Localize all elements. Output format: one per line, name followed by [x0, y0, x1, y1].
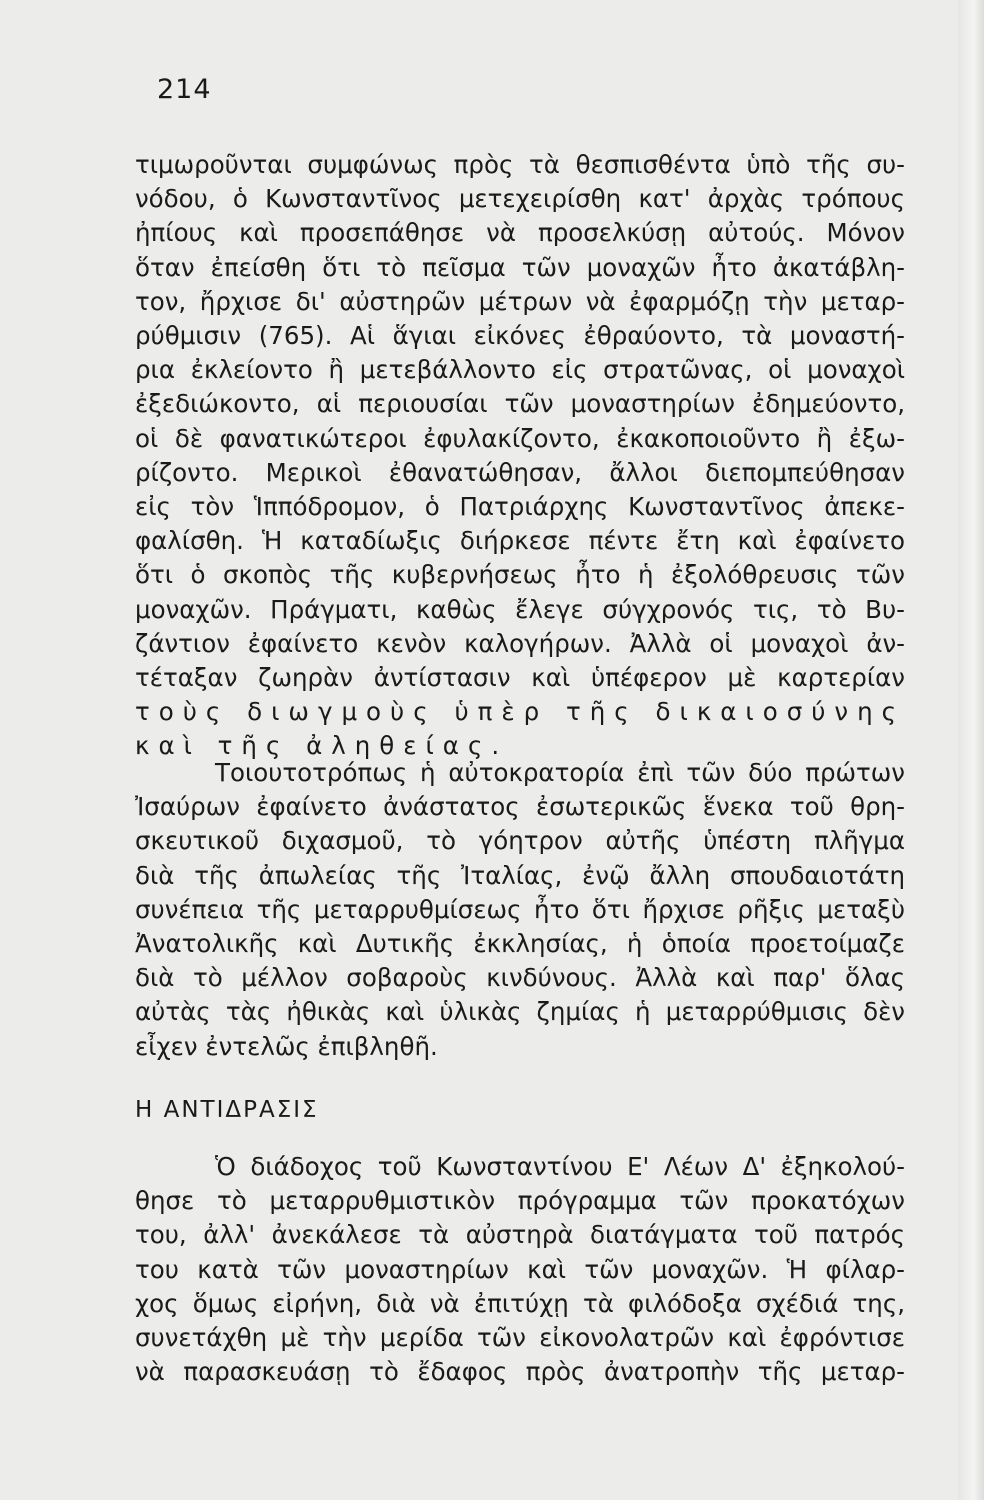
page-number: 214 [157, 74, 212, 105]
text-line: νόδου, ὁ Κωνσταντῖνος μετεχειρίσθη κατ' ἀρχὰς τρόπους [135, 184, 905, 214]
paragraph-leo-iv [135, 1150, 905, 1389]
text-line: εἰς τὸν Ἱππόδρομον, ὁ Πατριάρχης Κωνσταντῖνος ἀπεκε- [135, 492, 905, 522]
text-line: ὅταν ἐπείσθη ὅτι τὸ πεῖσμα τῶν μοναχῶν ἦτο ἀκατάβλη- [135, 252, 905, 282]
text-line: Τοιουτοτρόπως ἡ αὐτοκρατορία ἐπὶ τῶν δύο πρώτων [215, 758, 905, 787]
text-line: του κατὰ τῶν μοναστηρίων καὶ τῶν μοναχῶν. Ἡ φίλαρ- [135, 1254, 905, 1284]
text-line: Ἀνατολικῆς καὶ Δυτικῆς ἐκκλησίας, ἡ ὁποία προετοίμαζε [135, 929, 905, 959]
paragraph-iconoclasm-persecution [135, 148, 905, 764]
text-line: ἐξεδιώκοντο, αἱ περιουσίαι τῶν μοναστηρίων ἐδημεύοντο, [135, 389, 905, 419]
text-line: ρίζοντο. Μερικοὶ ἐθανατώθησαν, ἄλλοι διεπομπεύθησαν [135, 457, 905, 487]
paragraph-empire-consequences [135, 756, 905, 1064]
text-line: νὰ παρασκευάσῃ τὸ ἔδαφος πρὸς ἀνατροπὴν τῆς μεταρ- [135, 1357, 905, 1387]
text-line-emphasized: τοὺς διωγμοὺς ὑπὲρ τῆς δικαιοσύνης [135, 697, 905, 727]
text-line: ρια ἐκλείοντο ἢ μετεβάλλοντο εἰς στρατῶνας, οἱ μοναχοὶ [135, 355, 905, 385]
text-line-emphasized: καὶ τῆς ἀληθείας. [135, 731, 509, 761]
text-line: διὰ τῆς ἀπωλείας τῆς Ἰταλίας, ἐνῷ ἄλλη σπουδαιοτάτη [135, 860, 905, 890]
text-line: οἱ δὲ φανατικώτεροι ἐφυλακίζοντο, ἐκακοποιοῦντο ἢ ἐξω- [135, 423, 905, 453]
page-edge [958, 0, 984, 1500]
text-line: ρύθμισιν (765). Αἱ ἅγιαι εἰκόνες ἐθραύοντο, τὰ μοναστή- [135, 321, 905, 351]
text-line: χος ὅμως εἰρήνη, διὰ νὰ ἐπιτύχῃ τὰ φιλόδοξα σχέδιά της, [135, 1288, 905, 1318]
text-line: τέταξαν ζωηρὰν ἀντίστασιν καὶ ὑπέφερον μὲ καρτερίαν [135, 663, 905, 693]
text-line: Ὁ διάδοχος τοῦ Κωνσταντίνου Ε' Λέων Δ' ἐξηκολού- [215, 1152, 905, 1181]
text-line: φαλίσθη. Ἡ καταδίωξις διήρκεσε πέντε ἔτη καὶ ἐφαίνετο [135, 526, 905, 556]
text-line: συνετάχθη μὲ τὴν μερίδα τῶν εἰκονολατρῶν καὶ ἐφρόντισε [135, 1323, 905, 1353]
text-line: τιμωροῦνται συμφώνως πρὸς τὰ θεσπισθέντα ὑπὸ τῆς συ- [135, 150, 905, 179]
text-line: μοναχῶν. Πράγματι, καθὼς ἔλεγε σύγχρονός τις, τὸ Βυ- [135, 594, 905, 624]
text-line: συνέπεια τῆς μεταρρυθμίσεως ἦτο ὅτι ἤρχισε ρῆξις μεταξὺ [135, 894, 905, 924]
text-line: διὰ τὸ μέλλον σοβαροὺς κινδύνους. Ἀλλὰ καὶ παρ' ὅλας [135, 963, 905, 993]
text-line: σκευτικοῦ διχασμοῦ, τὸ γόητρον αὐτῆς ὑπέστη πλῆγμα [135, 826, 905, 856]
text-line: τον, ἤρχισε δι' αὐστηρῶν μέτρων νὰ ἐφαρμόζῃ τὴν μεταρ- [135, 286, 905, 316]
text-line: του, ἀλλ' ἀνεκάλεσε τὰ αὐστηρὰ διατάγματα τοῦ πατρός [135, 1220, 905, 1250]
text-line: ζάντιον ἐφαίνετο κενὸν καλογήρων. Ἀλλὰ οἱ μοναχοὶ ἀν- [135, 628, 905, 658]
text-line: αὐτὰς τὰς ἠθικὰς καὶ ὑλικὰς ζημίας ἡ μεταρρύθμισις δὲν [135, 997, 905, 1027]
section-heading: Η ΑΝΤΙΔΡΑΣΙΣ [135, 1097, 319, 1123]
text-line: ἠπίους καὶ προσεπάθησε νὰ προσελκύσῃ αὐτούς. Μόνον [135, 218, 905, 248]
text-line: θησε τὸ μεταρρυθμιστικὸν πρόγραμμα τῶν προκατόχων [135, 1186, 905, 1216]
text-line: εἶχεν ἐντελῶς ἐπιβληθῆ. [135, 1031, 438, 1061]
text-line: ὅτι ὁ σκοπὸς τῆς κυβερνήσεως ἦτο ἡ ἐξολόθρευσις τῶν [135, 560, 905, 590]
text-line: Ἰσαύρων ἐφαίνετο ἀνάστατος ἐσωτερικῶς ἕνεκα τοῦ θρη- [135, 792, 905, 822]
